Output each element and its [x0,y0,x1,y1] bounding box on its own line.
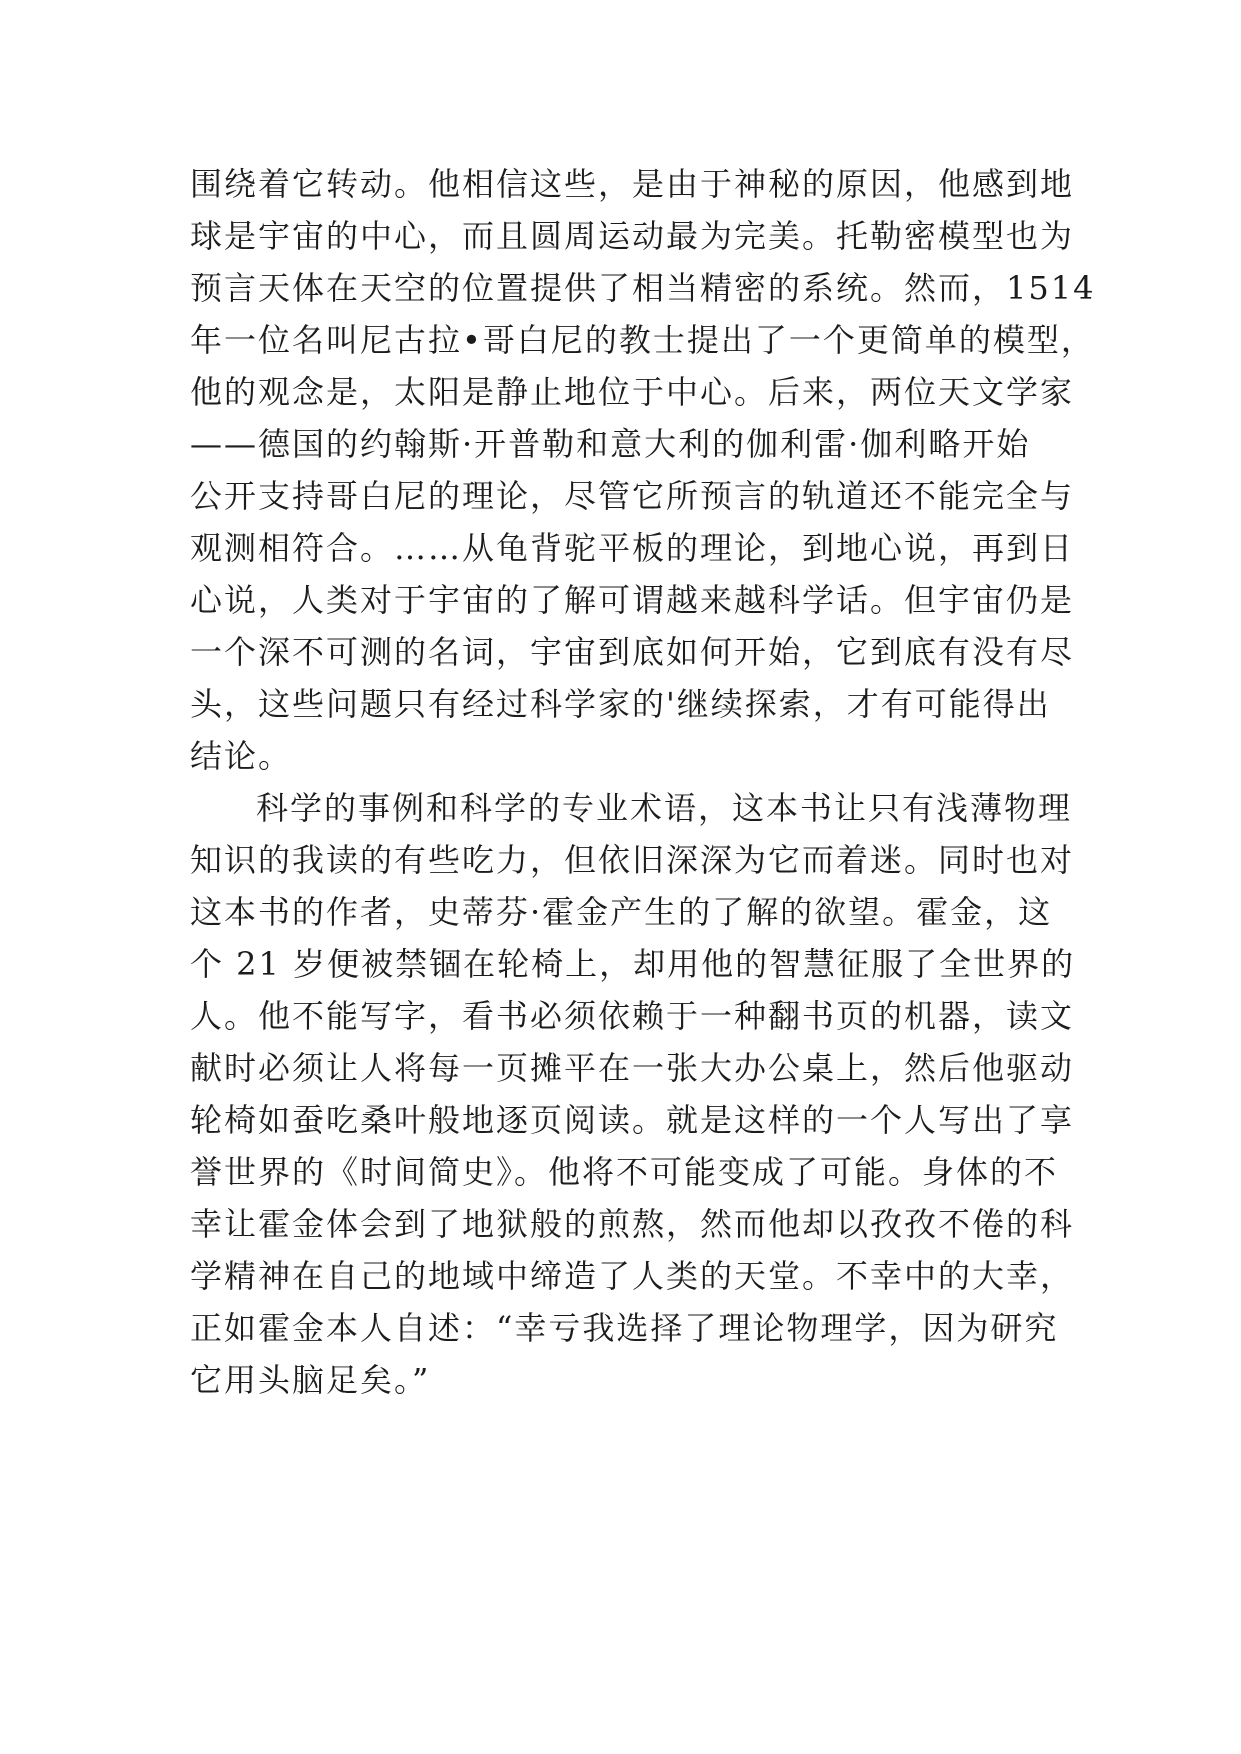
text-line: 一个深不可测的名词，宇宙到底如何开始，它到底有没有尽 [190,633,1075,671]
text-line: 这本书的作者，史蒂芬·霍金产生的了解的欲望。霍金，这 [190,893,1053,931]
text-line: 轮椅如蚕吃桑叶般地逐页阅读。就是这样的一个人写出了享 [190,1101,1075,1139]
text-line: 个 21 岁便被禁锢在轮椅上，却用他的智慧征服了全世界的 [190,945,1076,983]
text-line: 预言天体在天空的位置提供了相当精密的系统。然而，1514 [190,269,1096,307]
text-line: 正如霍金本人自述：“幸亏我选择了理论物理学，因为研究 [190,1309,1059,1347]
text-line: 人。他不能写字，看书必须依赖于一种翻书页的机器，读文 [190,997,1075,1035]
text-line: ——德国的约翰斯·开普勒和意大利的伽利雷·伽利略开始 [190,425,1031,463]
text-line: 知识的我读的有些吃力，但依旧深深为它而着迷。同时也对 [190,841,1075,879]
text-line: 观测相符合。……从龟背驼平板的理论，到地心说，再到日 [190,529,1075,567]
text-line: 围绕着它转动。他相信这些，是由于神秘的原因，他感到地 [190,165,1075,203]
paragraph-2 [190,782,1076,1406]
text-line: 科学的事例和科学的专业术语，这本书让只有浅薄物理 [256,789,1073,827]
text-line: 头，这些问题只有经过科学家的'继续探索，才有可能得出 [190,685,1051,723]
text-line: 它用头脑足矣。” [190,1361,431,1399]
text-line: 学精神在自己的地域中缔造了人类的天堂。不幸中的大幸， [190,1257,1075,1295]
text-line: 他的观念是，太阳是静止地位于中心。后来，两位天文学家 [190,373,1075,411]
text-line: 公开支持哥白尼的理论，尽管它所预言的轨道还不能完全与 [190,477,1075,515]
text-line: 誉世界的《时间简史》。他将不可能变成了可能。身体的不 [190,1153,1059,1191]
text-line: 心说，人类对于宇宙的了解可谓越来越科学话。但宇宙仍是 [190,581,1075,619]
text-line: 年一位名叫尼古拉•哥白尼的教士提出了一个更简单的模型， [190,321,1095,359]
paragraph-1 [190,158,1096,782]
body-text [190,158,1096,1406]
text-line: 幸让霍金体会到了地狱般的煎熬，然而他却以孜孜不倦的科 [190,1205,1075,1243]
text-line: 献时必须让人将每一页摊平在一张大办公桌上，然后他驱动 [190,1049,1075,1087]
text-line: 结论。 [190,737,293,775]
text-line: 球是宇宙的中心，而且圆周运动最为完美。托勒密模型也为 [190,217,1075,255]
